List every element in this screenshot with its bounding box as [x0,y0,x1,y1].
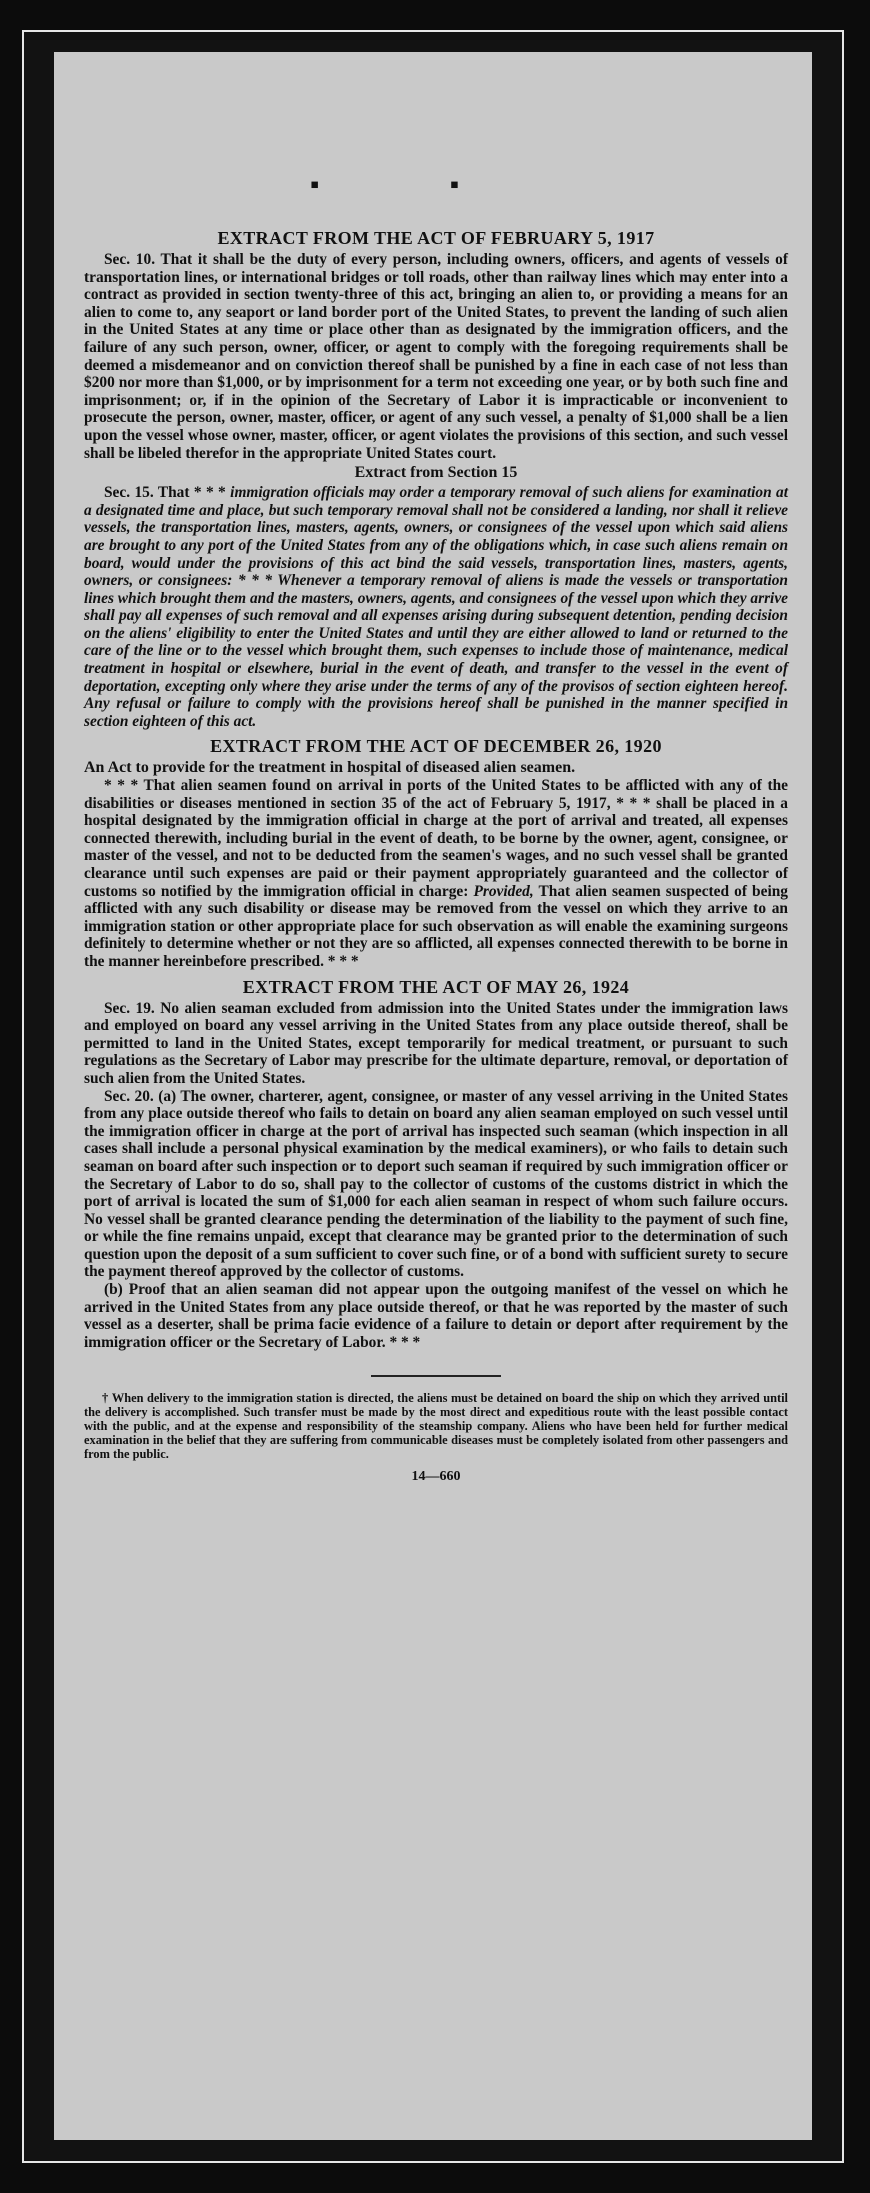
section-15-paragraph [84,484,788,730]
section-19-paragraph: Sec. 19. No alien seaman excluded from admission into the United States under the immigration laws and employed on board any vessel arriving in the United States from any place outside thereof, shall be permitted to land in the United States, except temporarily for medical treatment, or pursuant to such regulations as the Secretary of Labor may prescribe for the ultimate departure, removal, or deportation of such alien from the United States. [84,999,788,1087]
provided-clause: Provided, [473,882,534,900]
footnote-divider [371,1375,501,1377]
punch-marks: ▪ ▪ [310,170,521,199]
subheading-section-15: Extract from Section 15 [354,464,518,482]
act-1920-body-1: * * * That alien seamen found on arrival in ports of the United States to be afflicted with any of the disabilities or diseases mentioned in section 35 of the act of February 5, 1917, * * * shall be placed in a hospital designated by the immigration official in charge at the port of arrival and treated, all expenses connected therewith, including burial in the event of death, to be borne by the owner, agent, consignee, or master of the vessel, and not to be deducted from the seamen's wages, and no such vessel shall be granted clearance until such expenses are paid or their payment appropriately guaranteed and the collector of customs so notified by the immigration official in charge: [84,777,788,900]
footnote: † When delivery to the immigration station is directed, the aliens must be detained on board the ship on which they arrived until the delivery is accomplished. Such transfer must be made by the most direct and expeditious route with the least possible contact with the public, and at the expense and responsibility of the steamship company. Aliens who have been held for further medical examination in the belief that they are suffering from communicable diseases must be completely isolated from other passengers and from the public. [84,1391,788,1462]
section-10-paragraph: Sec. 10. That it shall be the duty of every person, including owners, officers, and agents of vessels of transportation lines, or international bridges or toll roads, other than railway lines which may enter into a contract as provided in section twenty-three of this act, bringing an alien to, or providing a means for an alien to come to, any seaport or land border port of the United States, to prevent the landing of such alien in the United States at any time or place other than as designated by the immigration officers, and the failure of any such person, owner, officer, or agent to comply with the foregoing requirements shall be deemed a misdemeanor and on conviction thereof shall be punished by a fine in each case of not less than $200 nor more than $1,000, or by imprisonment for a term not exceeding one year, or by both such fine and imprisonment; or, if in the opinion of the Secretary of Labor it is impracticable or inconvenient to prosecute the person, owner, master, officer, or agent of any such vessel, a penalty of $1,000 shall be a lien upon the vessel whose owner, master, officer, or agent violates the provisions of this section, and such vessel shall be libeled therefor in the appropriate United States court. [84,251,788,462]
heading-act-1917: EXTRACT FROM THE ACT OF FEBRUARY 5, 1917 [217,228,655,248]
section-20b-paragraph: (b) Proof that an alien seaman did not appear upon the outgoing manifest of the vessel on which he arrived in the United States from any place outside thereof, or that he was reported by the master of such vessel as a deserter, shall be prima facie evidence of a failure to detain or deport after requirement by the immigration officer or the Secretary of Labor. * * * [84,1281,788,1351]
section-20a-paragraph: Sec. 20. (a) The owner, charterer, agent, consignee, or master of any vessel arriving in the United States from any place outside thereof who fails to detain on board any alien seaman employed on such vessel until the immigration officer in charge at the port of arrival has inspected such seaman (which inspection in all cases shall include a personal physical examination by the medical examiners), or who fails to detain such seaman on board after such inspection or to deport such seaman if required by such immigration officer or the Secretary of Labor to do so, shall pay to the collector of customs of the customs district in which the port of arrival is located the sum of $1,000 for each alien seaman in respect of whom such failure occurs. No vessel shall be granted clearance pending the determination of the liability to the payment of such fine, or while the fine remains unpaid, except that clearance may be granted prior to the determination of such question upon the deposit of a sum sufficient to cover such fine, or of a bond with sufficient surety to secure the payment thereof approved by the collector of customs. [84,1087,788,1281]
act-1920-body-2: That alien seamen suspected of being afflicted with any such disability or disease may be removed from the vessel on which they arrive to an immigration station or other appropriate place for such observation as will enable the examining surgeons definitely to determine whether or not they are so afflicted, all expenses connected therewith to be borne in the manner hereinbefore prescribed. * * * [84,882,788,970]
section-15-italic-text: immigration officials may order a temporary removal of such aliens for examination at a designated time and place, but such temporary removal shall not be considered a landing, nor shall it relieve vessels, the transportation lines, masters, agents, owners, or consignees of the vessel upon which said aliens are brought to any port of the United States from any of the obligations which, in case such aliens remain on board, would under the provisions of this act bind the said vessels, transportation lines, masters, agents, owners, or consignees: * * * Whenever a temporary removal of aliens is made the vessels or transportation lines which brought them and the masters, owners, agents, and consignees of the vessel upon which they arrive shall pay all expenses of such removal and all expenses arising during subsequent detention, pending decision on the aliens' eligibility to enter the United States and until they are either allowed to land or returned to the care of the line or to the vessel which brought them, such expenses to include those of maintenance, medical treatment in hospital or elsewhere, burial in the event of death, and transfer to the vessel in the event of deportation, excepting only where they arise under the terms of any of the provisos of section eighteen hereof. Any refusal or failure to comply with the provisions hereof shall be punished in the manner specified in section eighteen of this act. [84,484,788,730]
heading-act-1920: EXTRACT FROM THE ACT OF DECEMBER 26, 1920 [210,736,662,757]
heading-act-1924: EXTRACT FROM THE ACT OF MAY 26, 1924 [242,976,630,997]
document-page [54,52,812,2140]
act-1920-title: An Act to provide for the treatment in hospital of diseased alien seamen. [84,759,576,777]
section-15-lead: Sec. 15. That * * * [104,484,226,502]
page-number: 14—660 [411,1469,461,1485]
microfilm-frame [22,30,844,2163]
act-1920-paragraph [84,777,788,971]
